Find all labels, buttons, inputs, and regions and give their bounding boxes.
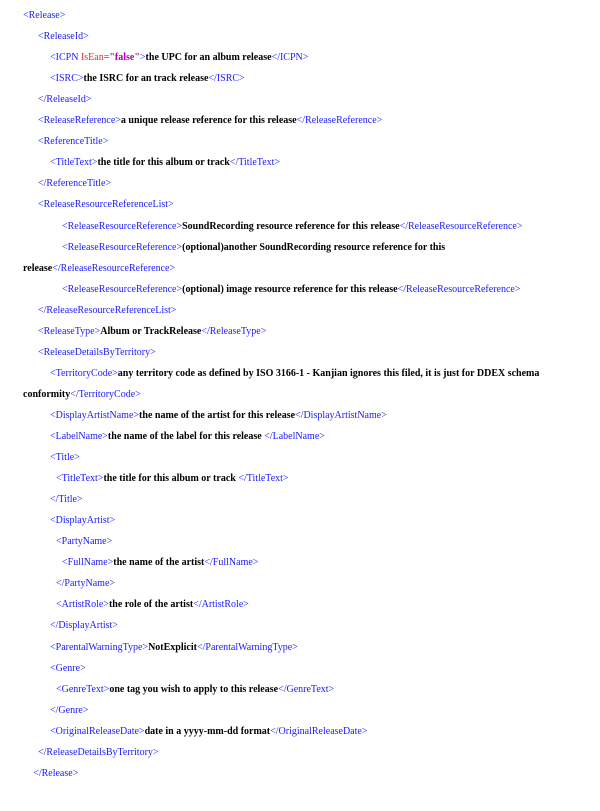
- xml-tag: <LabelName>: [50, 431, 108, 442]
- xml-tag: </TerritoryCode>: [70, 388, 141, 400]
- xml-tag: <TerritoryCode>: [50, 367, 118, 379]
- xml-tag: </Genre>: [50, 704, 89, 716]
- xml-tag: <PartyName>: [56, 536, 113, 548]
- xml-text-content: the role of the artist: [108, 599, 194, 611]
- xml-tag: <ParentalWarningType>: [50, 641, 149, 653]
- code-line: [23, 389, 141, 401]
- code-line: [38, 326, 266, 338]
- xml-tag: </Release>: [33, 767, 79, 779]
- xml-text-content: the UPC for an album release: [145, 52, 272, 64]
- xml-tag: <Title>: [50, 452, 80, 464]
- code-line: [56, 684, 334, 696]
- xml-tag: <ReleaseId>: [38, 31, 89, 43]
- xml-text-content: NotExplicit: [148, 641, 197, 653]
- code-line: [38, 94, 91, 106]
- xml-tag: <DisplayArtist>: [50, 515, 116, 527]
- xml-tag: <ReleaseResourceReference>: [62, 220, 183, 232]
- xml-text-content: (optional) image resource reference for this release: [182, 283, 398, 295]
- xml-attribute-value: "false": [109, 52, 140, 64]
- xml-tag: <ReleaseType>: [38, 325, 101, 337]
- xml-text-content: the title for this album or track: [103, 473, 239, 485]
- xml-tag: <ReleaseResourceReferenceList>: [38, 199, 174, 211]
- code-line: [50, 52, 308, 64]
- xml-tag: </ISRC>: [208, 73, 245, 85]
- code-line: [50, 410, 387, 422]
- code-line: [38, 305, 176, 317]
- code-line: [50, 157, 280, 169]
- code-line: [62, 557, 258, 569]
- xml-text-content: Album or TrackRelease: [100, 325, 202, 337]
- xml-tag: </LabelName>: [264, 431, 325, 442]
- xml-tag: </ReferenceTitle>: [38, 178, 112, 190]
- code-line: [56, 536, 112, 548]
- code-line: [56, 578, 115, 590]
- xml-text-content: the name of the artist for this release: [139, 409, 296, 421]
- xml-tag: <OriginalReleaseDate>: [50, 725, 145, 737]
- code-line: [38, 347, 156, 359]
- xml-tag: <ArtistRole>: [56, 599, 109, 611]
- xml-tag: </ReleaseType>: [201, 325, 267, 337]
- xml-tag: <Release>: [23, 10, 66, 21]
- xml-tag: </ReleaseResourceReferenceList>: [38, 304, 177, 316]
- xml-tag: <ReferenceTitle>: [38, 136, 109, 148]
- xml-text-content: the title for this album or track: [97, 157, 230, 169]
- code-line: [23, 263, 175, 275]
- code-line: [38, 115, 382, 127]
- code-line: [38, 747, 159, 759]
- code-line: [38, 199, 174, 211]
- xml-tag: </GenreText>: [278, 683, 335, 695]
- code-line: [62, 242, 445, 254]
- xml-tag: </ReleaseReference>: [296, 115, 383, 127]
- xml-tag: </ParentalWarningType>: [196, 641, 298, 653]
- xml-text-content: conformity: [23, 388, 71, 400]
- code-line: [38, 31, 89, 43]
- xml-text-content: date in a yyyy-mm-dd format: [144, 725, 271, 737]
- xml-tag: <DisplayArtistName>: [50, 409, 140, 421]
- xml-tag: </TitleText>: [229, 157, 281, 169]
- xml-tag: </ReleaseDetailsByTerritory>: [38, 746, 159, 758]
- xml-attribute-name: IsEan: [80, 52, 104, 64]
- code-line: [33, 768, 78, 780]
- xml-text-content: release: [23, 262, 53, 274]
- xml-tag: <TitleText>: [50, 157, 98, 169]
- code-line: [62, 221, 522, 233]
- xml-tag: </DisplayArtistName>: [295, 409, 387, 421]
- xml-tag: </ReleaseResourceReference>: [397, 283, 521, 295]
- xml-tag: </ReleaseId>: [38, 94, 92, 106]
- xml-tag: </ICPN>: [271, 52, 309, 64]
- code-line: [50, 726, 367, 738]
- xml-text-content: (optional)another SoundRecording resource reference for this: [182, 241, 446, 253]
- xml-tag: >: [139, 52, 146, 64]
- xml-tag: <ReleaseDetailsByTerritory>: [38, 346, 156, 358]
- xml-tag: </ArtistRole>: [193, 599, 249, 611]
- code-line: [56, 473, 289, 485]
- xml-tag: <ISRC>: [50, 73, 84, 85]
- xml-tag: <TitleText>: [56, 473, 104, 485]
- code-line: [56, 599, 249, 611]
- xml-tag: =: [103, 52, 110, 64]
- xml-text-content: SoundRecording resource reference for this release: [182, 220, 400, 232]
- xml-tag: </FullName>: [204, 557, 259, 569]
- code-line: [50, 73, 245, 85]
- xml-tag: <ReleaseResourceReference>: [62, 283, 183, 295]
- xml-tag: <ICPN: [50, 52, 81, 64]
- code-line: [50, 705, 89, 717]
- code-line: [38, 136, 108, 148]
- xml-tag: </ReleaseResourceReference>: [52, 262, 176, 274]
- xml-tag: </DisplayArtist>: [50, 620, 118, 632]
- code-line: [50, 431, 325, 443]
- xml-tag: <FullName>: [62, 557, 114, 569]
- code-line: [62, 284, 521, 296]
- xml-text-content: the name of the label for this release: [107, 431, 265, 442]
- xml-tag: </PartyName>: [56, 578, 116, 590]
- code-line: [50, 642, 298, 654]
- code-line: [50, 663, 86, 675]
- code-line: [50, 620, 118, 632]
- xml-tag: </TitleText>: [238, 473, 289, 485]
- code-line: [50, 515, 115, 527]
- xml-tag: </ReleaseResourceReference>: [399, 220, 523, 232]
- xml-text-content: the ISRC for an track release: [83, 73, 209, 85]
- xml-text-content: a unique release reference for this release: [120, 115, 297, 127]
- code-line: [38, 178, 111, 190]
- code-line: [23, 10, 65, 22]
- xml-tag: </OriginalReleaseDate>: [270, 725, 368, 737]
- xml-tag: <Genre>: [50, 662, 86, 674]
- xml-tag: </Title>: [50, 494, 83, 506]
- code-line: [50, 452, 80, 464]
- code-line: [50, 368, 539, 380]
- xml-text-content: any territory code as defined by ISO 3166-1 - Kanjian ignores this filed, it is just for DDEX schema: [117, 367, 540, 379]
- xml-text-content: one tag you wish to apply to this release: [109, 683, 279, 695]
- xml-text-content: the name of the artist: [113, 557, 205, 569]
- xml-tag: <GenreText>: [56, 683, 110, 695]
- code-line: [50, 494, 83, 506]
- xml-tag: <ReleaseResourceReference>: [62, 241, 183, 253]
- xml-tag: <ReleaseReference>: [38, 115, 121, 127]
